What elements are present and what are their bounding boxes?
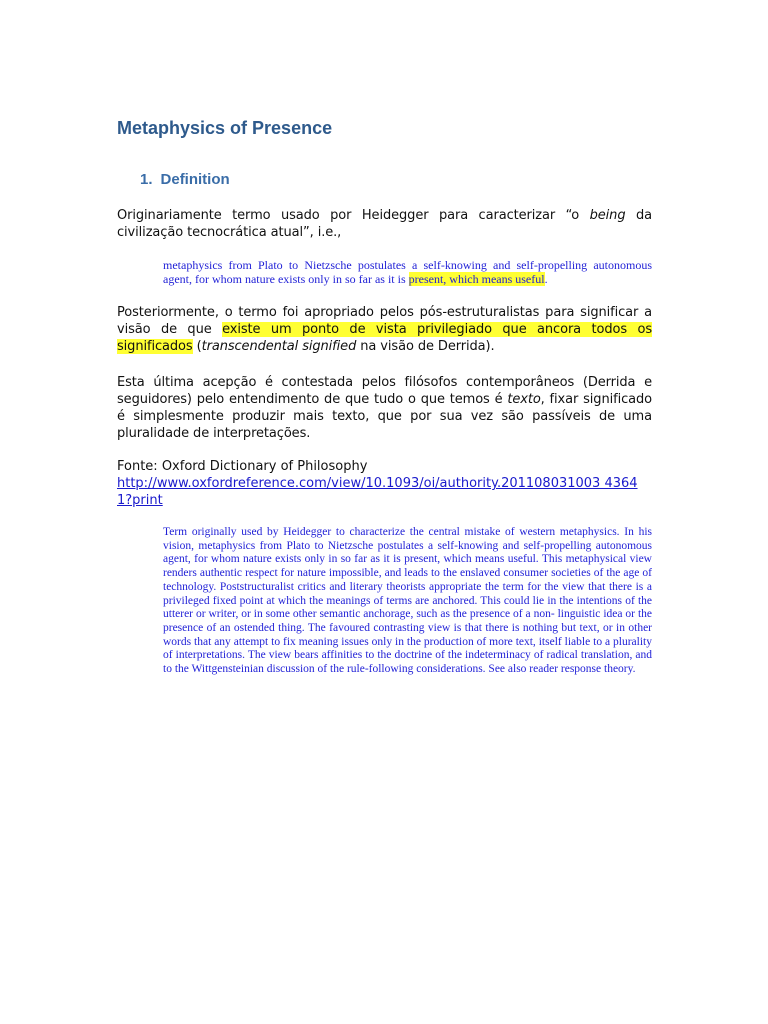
paragraph-text: Originariamente termo usado por Heidegger para caracterizar “o [117, 208, 590, 223]
blockquote-heidegger [163, 258, 652, 286]
paragraph-text: da civilização tecnocrática atual”, i.e., [117, 208, 652, 240]
emphasis-being: being [589, 208, 626, 223]
paragraph-text: Esta última acepção é contestada pelos filósofos contemporâneos (Derrida e seguidores) pelo entendimento de que tudo o que temos é [117, 375, 652, 407]
quote-text: metaphysics from Plato to Nietzsche postulates a self-knowing and self-propelling autonomous agent, for whom nature exists only in so far as it is [163, 258, 652, 286]
paragraph-text: Posteriormente, o termo foi apropriado pelos pós-estruturalistas para significar a visão de que [117, 305, 652, 337]
paragraph-text: , fixar significado é simplesmente produzir mais texto, que por sua vez são passíveis de uma pluralidade de interpretações. [117, 392, 652, 441]
paragraph-text: na visão de Derrida). [356, 339, 495, 354]
paragraph-origin [117, 207, 652, 241]
emphasis-transcendental-signified: transcendental signified [201, 339, 357, 354]
section-label: Definition [160, 171, 230, 188]
quote-text: . [544, 272, 548, 286]
page-title: Metaphysics of Presence [117, 118, 333, 138]
paragraph-poststructuralist [117, 304, 652, 355]
paragraph-contested [117, 374, 652, 442]
blockquote-dictionary-entry: Term originally used by Heidegger to characterize the central mistake of western metaphysics. In his vision, metaphysics from Plato to Nietzsche postulates a self-knowing and self-propelling autonomous agent, for whom nature exists only in so far as it is present, which means useful. This metaphysical view renders authentic respect for nature impossible, and leads to the enslaved consumer societies of the age of technology. Poststructuralist critics and literary theorists appropriate the term for the view that there is a privileged fixed point at which the meanings of terms are anchored. This could lie in the intentions of the utterer or writer, or in some other semantic anchorage, such as the presence of a non- linguistic idea or the presence of an ostended thing. The favoured contrasting view is that there is nothing but text, or in other words that any attempt to fix meaning issues only in the production of more text, itself liable to a plurality of interpretations. The view bears affinities to the doctrine of the indeterminacy of radical translation, and to the Wittgensteinian discussion of the rule-following considerations. See also reader response theory. [163, 526, 652, 676]
source-label: Fonte: Oxford Dictionary of Philosophy [117, 459, 368, 474]
section-heading [140, 171, 230, 188]
section-number: 1. [140, 171, 153, 188]
emphasis-texto: texto [507, 392, 541, 407]
highlighted-text: existe um ponto de vista privilegiado que ancora todos os significados [117, 322, 652, 354]
paragraph-text: ( [192, 339, 202, 354]
source-link[interactable]: http://www.oxfordreference.com/view/10.1093/oi/authority.201108031003 43641?print [117, 476, 638, 508]
highlighted-text: present, which means useful [408, 272, 545, 286]
